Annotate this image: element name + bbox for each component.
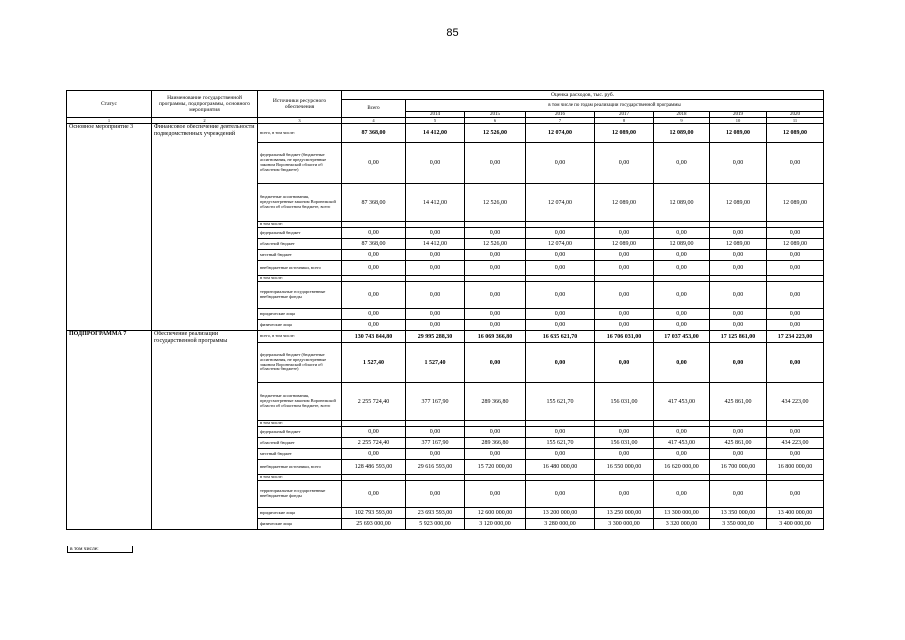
value-cell: 12 089,00 bbox=[710, 184, 767, 222]
value-cell: 0,00 bbox=[767, 449, 824, 460]
value-cell: 29 616 593,00 bbox=[406, 460, 465, 475]
value-cell: 417 453,00 bbox=[654, 438, 710, 449]
name-header: Наименование государственной программы, подпрограммы, основного мероприятия bbox=[152, 91, 258, 118]
value-cell: 377 167,90 bbox=[406, 438, 465, 449]
value-cell: 12 089,00 bbox=[767, 239, 824, 250]
value-cell: 16 635 621,70 bbox=[526, 331, 595, 343]
value-cell: 0,00 bbox=[342, 427, 406, 438]
value-cell: 0,00 bbox=[526, 250, 595, 261]
source-cell: в том числе: bbox=[258, 421, 342, 427]
column-number: 10 bbox=[710, 118, 767, 124]
value-cell: 0,00 bbox=[526, 228, 595, 239]
status-cell: Основное мероприятие 3 bbox=[67, 124, 152, 331]
value-cell: 377 167,90 bbox=[406, 383, 465, 421]
value-cell: 12 089,00 bbox=[595, 239, 654, 250]
value-cell: 0,00 bbox=[710, 228, 767, 239]
value-cell: 0,00 bbox=[710, 309, 767, 320]
value-cell: 3 350 000,00 bbox=[710, 519, 767, 530]
source-cell: областной бюджет bbox=[258, 438, 342, 449]
value-cell: 14 412,00 bbox=[406, 239, 465, 250]
value-cell: 0,00 bbox=[595, 261, 654, 276]
source-cell: федеральный бюджет (бюджетные ассигнования, не предусмотренные законом Воронежской области об областном бюджете) bbox=[258, 343, 342, 383]
source-cell: физические лица bbox=[258, 519, 342, 530]
value-cell: 16 550 000,00 bbox=[595, 460, 654, 475]
value-cell: 0,00 bbox=[406, 320, 465, 331]
value-cell: 16 480 000,00 bbox=[526, 460, 595, 475]
value-cell: 17 037 453,00 bbox=[654, 331, 710, 343]
value-cell: 1 527,40 bbox=[342, 343, 406, 383]
value-cell: 425 861,00 bbox=[710, 383, 767, 421]
value-cell: 2 255 724,40 bbox=[342, 438, 406, 449]
value-cell: 16 620 000,00 bbox=[654, 460, 710, 475]
value-cell: 0,00 bbox=[767, 320, 824, 331]
value-cell: 0,00 bbox=[342, 228, 406, 239]
value-cell: 0,00 bbox=[767, 228, 824, 239]
value-cell: 0,00 bbox=[465, 228, 526, 239]
value-cell: 0,00 bbox=[526, 481, 595, 508]
value-cell: 434 223,00 bbox=[767, 438, 824, 449]
value-cell: 0,00 bbox=[654, 228, 710, 239]
value-cell: 12 600 000,00 bbox=[465, 508, 526, 519]
by-years-header: в том числе по годам реализации государственной программы bbox=[406, 100, 824, 112]
source-cell: местный бюджет bbox=[258, 449, 342, 460]
column-number: 1 bbox=[67, 118, 152, 124]
footer-note: в том числе: bbox=[67, 546, 133, 553]
value-cell: 1 527,40 bbox=[406, 343, 465, 383]
source-cell: территориальные государственные внебюджетные фонды bbox=[258, 481, 342, 508]
page-number: 85 bbox=[446, 27, 459, 39]
value-cell: 87 368,00 bbox=[342, 239, 406, 250]
value-cell: 0,00 bbox=[595, 427, 654, 438]
column-number: 3 bbox=[258, 118, 342, 124]
year-header: 2019 bbox=[710, 112, 767, 118]
value-cell: 3 320 000,00 bbox=[654, 519, 710, 530]
value-cell: 0,00 bbox=[654, 282, 710, 309]
column-number: 9 bbox=[654, 118, 710, 124]
value-cell: 0,00 bbox=[342, 481, 406, 508]
column-number: 7 bbox=[526, 118, 595, 124]
source-cell: федеральный бюджет bbox=[258, 427, 342, 438]
value-cell: 102 793 593,00 bbox=[342, 508, 406, 519]
value-cell: 0,00 bbox=[406, 449, 465, 460]
name-cell: Финансовое обеспечение деятельности подведомственных учреждений bbox=[152, 124, 258, 331]
value-cell: 0,00 bbox=[526, 449, 595, 460]
value-cell: 0,00 bbox=[767, 282, 824, 309]
source-cell: федеральный бюджет bbox=[258, 228, 342, 239]
value-cell: 0,00 bbox=[654, 143, 710, 184]
budget-table bbox=[66, 90, 824, 530]
value-cell: 0,00 bbox=[526, 143, 595, 184]
value-cell: 87 368,00 bbox=[342, 124, 406, 143]
value-cell: 0,00 bbox=[654, 261, 710, 276]
value-cell: 289 366,80 bbox=[465, 383, 526, 421]
value-cell: 3 120 000,00 bbox=[465, 519, 526, 530]
value-cell: 12 089,00 bbox=[710, 239, 767, 250]
value-cell: 0,00 bbox=[710, 449, 767, 460]
value-cell: 0,00 bbox=[406, 250, 465, 261]
value-cell: 12 526,00 bbox=[465, 124, 526, 143]
source-cell: в том числе: bbox=[258, 222, 342, 228]
source-cell: бюджетные ассигнования, предусмотренные законом Воронежской области об областном бюджете, всего bbox=[258, 383, 342, 421]
year-header: 2018 bbox=[654, 112, 710, 118]
value-cell: 17 125 861,00 bbox=[710, 331, 767, 343]
value-cell: 0,00 bbox=[710, 343, 767, 383]
value-cell: 0,00 bbox=[406, 427, 465, 438]
column-number: 5 bbox=[406, 118, 465, 124]
value-cell: 0,00 bbox=[526, 343, 595, 383]
value-cell: 0,00 bbox=[406, 228, 465, 239]
value-cell: 0,00 bbox=[465, 261, 526, 276]
source-cell: федеральный бюджет (бюджетные ассигнования, не предусмотренные законом Воронежской области об областном бюджете) bbox=[258, 143, 342, 184]
value-cell: 0,00 bbox=[767, 343, 824, 383]
value-cell: 425 861,00 bbox=[710, 438, 767, 449]
year-header: 2014 bbox=[406, 112, 465, 118]
value-cell: 12 089,00 bbox=[767, 124, 824, 143]
year-header: 2020 bbox=[767, 112, 824, 118]
column-number: 4 bbox=[342, 118, 406, 124]
value-cell: 3 400 000,00 bbox=[767, 519, 824, 530]
value-cell: 3 280 000,00 bbox=[526, 519, 595, 530]
value-cell: 155 621,70 bbox=[526, 383, 595, 421]
source-cell: всего, в том числе: bbox=[258, 124, 342, 143]
value-cell: 0,00 bbox=[767, 250, 824, 261]
value-cell: 15 720 000,00 bbox=[465, 460, 526, 475]
value-cell: 0,00 bbox=[526, 282, 595, 309]
value-cell: 12 074,00 bbox=[526, 239, 595, 250]
source-cell: внебюджетные источники, всего bbox=[258, 261, 342, 276]
name-cell: Обеспечение реализации государственной программы bbox=[152, 331, 258, 530]
value-cell: 29 995 288,30 bbox=[406, 331, 465, 343]
status-header: Статус bbox=[67, 91, 152, 118]
value-cell: 13 350 000,00 bbox=[710, 508, 767, 519]
column-number: 8 bbox=[595, 118, 654, 124]
value-cell: 156 031,00 bbox=[595, 383, 654, 421]
value-cell: 0,00 bbox=[342, 309, 406, 320]
value-cell: 12 089,00 bbox=[654, 124, 710, 143]
source-cell: юридические лица bbox=[258, 309, 342, 320]
value-cell: 0,00 bbox=[526, 427, 595, 438]
value-cell: 87 368,00 bbox=[342, 184, 406, 222]
value-cell: 0,00 bbox=[465, 282, 526, 309]
value-cell: 16 706 031,00 bbox=[595, 331, 654, 343]
value-cell: 0,00 bbox=[342, 320, 406, 331]
table-row bbox=[67, 124, 824, 143]
value-cell: 434 223,00 bbox=[767, 383, 824, 421]
value-cell: 2 255 724,40 bbox=[342, 383, 406, 421]
value-cell: 0,00 bbox=[654, 481, 710, 508]
value-cell: 0,00 bbox=[406, 481, 465, 508]
value-cell: 128 486 593,00 bbox=[342, 460, 406, 475]
source-cell: территориальные государственные внебюджетные фонды bbox=[258, 282, 342, 309]
source-cell: местный бюджет bbox=[258, 250, 342, 261]
value-cell: 0,00 bbox=[342, 449, 406, 460]
value-cell: 12 089,00 bbox=[595, 184, 654, 222]
value-cell: 0,00 bbox=[406, 261, 465, 276]
source-cell: в том числе: bbox=[258, 475, 342, 481]
table-row bbox=[67, 331, 824, 343]
value-cell: 417 453,00 bbox=[654, 383, 710, 421]
year-header: 2017 bbox=[595, 112, 654, 118]
year-header: 2015 bbox=[465, 112, 526, 118]
value-cell: 3 300 000,00 bbox=[595, 519, 654, 530]
value-cell: 12 089,00 bbox=[710, 124, 767, 143]
source-cell: физические лица bbox=[258, 320, 342, 331]
value-cell: 155 621,70 bbox=[526, 438, 595, 449]
value-cell: 0,00 bbox=[654, 343, 710, 383]
value-cell: 0,00 bbox=[767, 309, 824, 320]
value-cell: 0,00 bbox=[767, 261, 824, 276]
value-cell: 13 200 000,00 bbox=[526, 508, 595, 519]
value-cell: 13 400 000,00 bbox=[767, 508, 824, 519]
value-cell: 0,00 bbox=[710, 481, 767, 508]
value-cell: 0,00 bbox=[342, 261, 406, 276]
value-cell: 130 743 844,80 bbox=[342, 331, 406, 343]
value-cell: 0,00 bbox=[710, 282, 767, 309]
value-cell: 0,00 bbox=[710, 143, 767, 184]
value-cell: 0,00 bbox=[406, 143, 465, 184]
value-cell: 0,00 bbox=[595, 309, 654, 320]
value-cell: 0,00 bbox=[767, 143, 824, 184]
value-cell: 0,00 bbox=[710, 261, 767, 276]
value-cell: 0,00 bbox=[710, 427, 767, 438]
value-cell: 12 074,00 bbox=[526, 124, 595, 143]
value-cell: 12 089,00 bbox=[654, 239, 710, 250]
value-cell: 0,00 bbox=[342, 143, 406, 184]
value-cell: 12 089,00 bbox=[654, 184, 710, 222]
source-header: Источники ресурсного обеспечения bbox=[258, 91, 342, 118]
value-cell: 5 923 000,00 bbox=[406, 519, 465, 530]
value-cell: 0,00 bbox=[654, 449, 710, 460]
value-cell: 0,00 bbox=[406, 309, 465, 320]
value-cell: 0,00 bbox=[767, 481, 824, 508]
value-cell: 0,00 bbox=[654, 309, 710, 320]
value-cell: 12 526,00 bbox=[465, 239, 526, 250]
value-cell: 0,00 bbox=[654, 320, 710, 331]
value-cell: 0,00 bbox=[342, 250, 406, 261]
value-cell: 16 800 000,00 bbox=[767, 460, 824, 475]
column-number: 11 bbox=[767, 118, 824, 124]
value-cell: 0,00 bbox=[654, 250, 710, 261]
value-cell: 25 693 000,00 bbox=[342, 519, 406, 530]
value-cell: 0,00 bbox=[465, 449, 526, 460]
source-cell: в том числе: bbox=[258, 276, 342, 282]
value-cell: 14 412,00 bbox=[406, 184, 465, 222]
value-cell: 0,00 bbox=[465, 343, 526, 383]
value-cell: 0,00 bbox=[595, 481, 654, 508]
value-cell: 17 234 223,00 bbox=[767, 331, 824, 343]
value-cell: 13 300 000,00 bbox=[654, 508, 710, 519]
value-cell: 23 693 593,00 bbox=[406, 508, 465, 519]
value-cell: 12 089,00 bbox=[767, 184, 824, 222]
year-header: 2016 bbox=[526, 112, 595, 118]
column-number: 6 bbox=[465, 118, 526, 124]
value-cell: 0,00 bbox=[595, 143, 654, 184]
value-cell: 0,00 bbox=[595, 343, 654, 383]
value-cell: 0,00 bbox=[654, 427, 710, 438]
value-cell: 0,00 bbox=[342, 282, 406, 309]
value-cell: 0,00 bbox=[526, 320, 595, 331]
value-cell: 0,00 bbox=[595, 282, 654, 309]
total-header: Всего bbox=[342, 100, 406, 118]
value-cell: 13 250 000,00 bbox=[595, 508, 654, 519]
value-cell: 0,00 bbox=[526, 261, 595, 276]
source-cell: областной бюджет bbox=[258, 239, 342, 250]
value-cell: 0,00 bbox=[595, 250, 654, 261]
value-cell: 12 074,00 bbox=[526, 184, 595, 222]
value-cell: 12 089,00 bbox=[595, 124, 654, 143]
value-cell: 0,00 bbox=[595, 449, 654, 460]
value-cell: 156 031,00 bbox=[595, 438, 654, 449]
value-cell: 0,00 bbox=[767, 427, 824, 438]
status-cell: ПОДПРОГРАММА 7 bbox=[67, 331, 152, 530]
value-cell: 16 069 366,80 bbox=[465, 331, 526, 343]
value-cell: 0,00 bbox=[595, 320, 654, 331]
value-cell: 0,00 bbox=[465, 320, 526, 331]
source-cell: юридические лица bbox=[258, 508, 342, 519]
value-cell: 0,00 bbox=[465, 250, 526, 261]
value-cell: 0,00 bbox=[595, 228, 654, 239]
value-cell: 0,00 bbox=[465, 481, 526, 508]
value-cell: 289 366,80 bbox=[465, 438, 526, 449]
value-cell: 0,00 bbox=[465, 143, 526, 184]
source-cell: всего, в том числе: bbox=[258, 331, 342, 343]
value-cell: 14 412,00 bbox=[406, 124, 465, 143]
value-cell: 16 700 000,00 bbox=[710, 460, 767, 475]
value-cell: 0,00 bbox=[710, 250, 767, 261]
value-cell: 12 526,00 bbox=[465, 184, 526, 222]
value-cell: 0,00 bbox=[710, 320, 767, 331]
value-cell: 0,00 bbox=[465, 427, 526, 438]
column-number: 2 bbox=[152, 118, 258, 124]
value-cell: 0,00 bbox=[465, 309, 526, 320]
source-cell: внебюджетные источники, всего bbox=[258, 460, 342, 475]
source-cell: бюджетные ассигнования, предусмотренные законом Воронежской области об областном бюджете, всего bbox=[258, 184, 342, 222]
estimate-header: Оценка расходов, тыс. руб. bbox=[342, 91, 824, 100]
value-cell: 0,00 bbox=[526, 309, 595, 320]
value-cell: 0,00 bbox=[406, 282, 465, 309]
